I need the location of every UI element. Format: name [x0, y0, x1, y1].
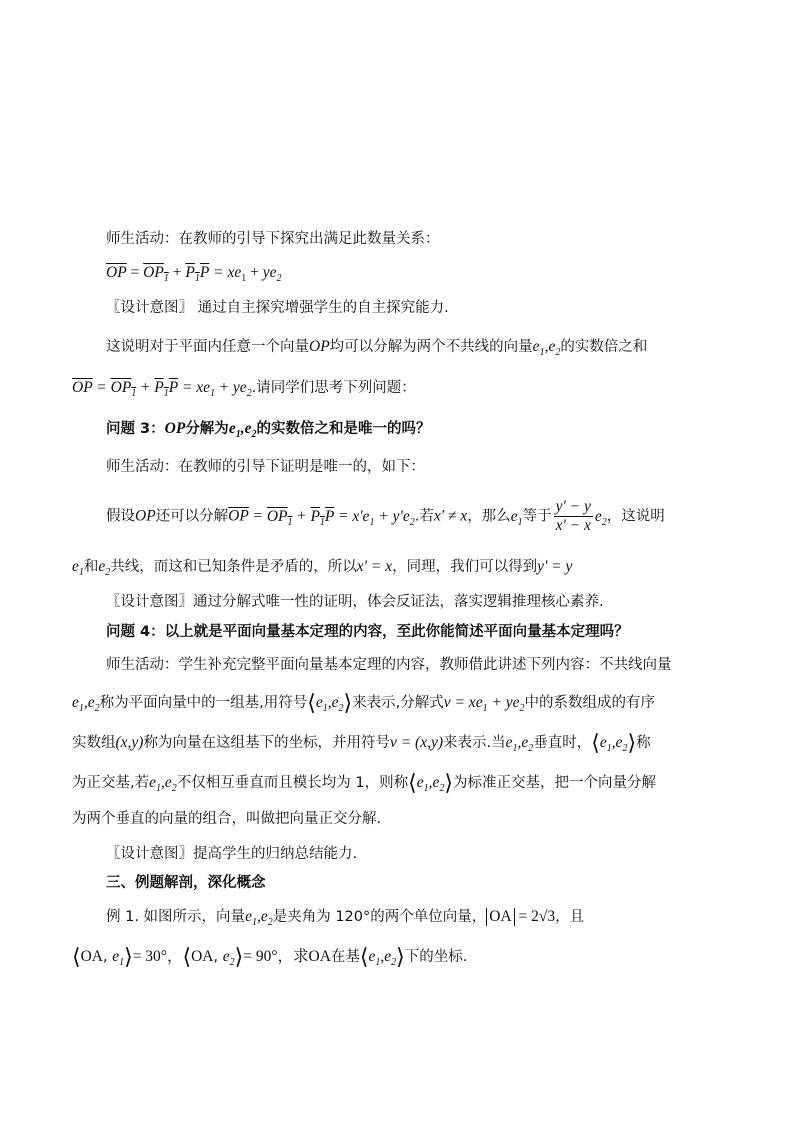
paragraph-orthogonal: 为两个垂直的向量的组合，叫做把向量正交分解.	[72, 811, 382, 827]
paragraph-design-intent-1: 〖设计意图〗 通过自主探究增强学生的自主探究能力.	[106, 300, 449, 316]
paragraph-activity-2: 师生活动：在教师的引导下证明是唯一的，如下：	[106, 459, 425, 475]
section-heading-3: 三、例题解剖，深化概念	[106, 875, 266, 891]
paragraph-activity-3: 师生活动：学生补充完整平面向量基本定理的内容，教师借此讲述下列内容：不共线向量	[106, 657, 672, 673]
paragraph-activity-1: 师生活动：在教师的引导下探究出满足此数量关系：	[106, 231, 440, 247]
equation-op-decomposition: $\overline{OP} = OP_1 + P_1P = xe_1 + ye_2$	[106, 264, 282, 285]
question-4: 问题 4：以上就是平面向量基本定理的内容，至此你能简述平面向量基本定理吗？	[106, 624, 629, 640]
example-1-line-1: 例 1. 如图所示，向量$e_1,e_2$是夹角为 120°的两个单位向量， OA = 2√3，且	[106, 908, 585, 929]
example-1-line-2: ⟨OA, $e_1⟩= 30^\circ$，⟨OA, $e_2⟩= 90^\circ$，求OA在基$⟨e_1,e_2⟩$下的坐标.	[72, 944, 468, 969]
paragraph-explanation: 这说明对于平面内任意一个向量OP均可以分解为两个不共线的向量$e_1,e_2$的实数倍之和	[106, 338, 648, 359]
paragraph-orthonormal: 为正交基,若$e_1,e_2$不仅相互垂直而且模长均为 1，则称$⟨e_1,e_2⟩$为标准正交基，把一个向量分解	[72, 770, 656, 795]
paragraph-design-intent-3: 〖设计意图〗提高学生的归纳总结能力.	[106, 846, 358, 862]
paragraph-coordinates: 实数组(x,y)称为向量在这组基下的坐标，并用符号v = (x,y)来表示.当$e_1,e_2$垂直时，$⟨e_1,e_2⟩$称	[72, 730, 651, 755]
paragraph-explanation-eq: $\overline{OP} = OP_1 + P_1P = xe_1 + ye_2$.请同学们思考下列问题：	[72, 379, 416, 400]
paragraph-proof-conclusion: $e_1$和$e_2$共线，而这和已知条件是矛盾的，所以x' = x，同理，我们可以得到y' = y	[72, 558, 573, 579]
paragraph-design-intent-2: 〖设计意图〗通过分解式唯一性的证明，体会反证法，落实逻辑推理核心素养.	[106, 594, 604, 610]
paragraph-proof: 假设OP还可以分解$\overline{OP} = OP_1 + P_1P = x'e_1 + y'e_2$.若x' ≠ x，那么$e_1$等于 $\frac{y' - y}{x' - x}$ $e_2$，这说明	[106, 498, 665, 534]
paragraph-basis: $e_1,e_2$称为平面向量中的一组基,用符号$⟨e_1,e_2⟩$来表示,分解式$v = xe_1 + ye_2$中的系数组成的有序	[72, 690, 656, 715]
question-3: 问题 3：OP分解为$e_1,e_2$的实数倍之和是唯一的吗？	[106, 420, 431, 441]
